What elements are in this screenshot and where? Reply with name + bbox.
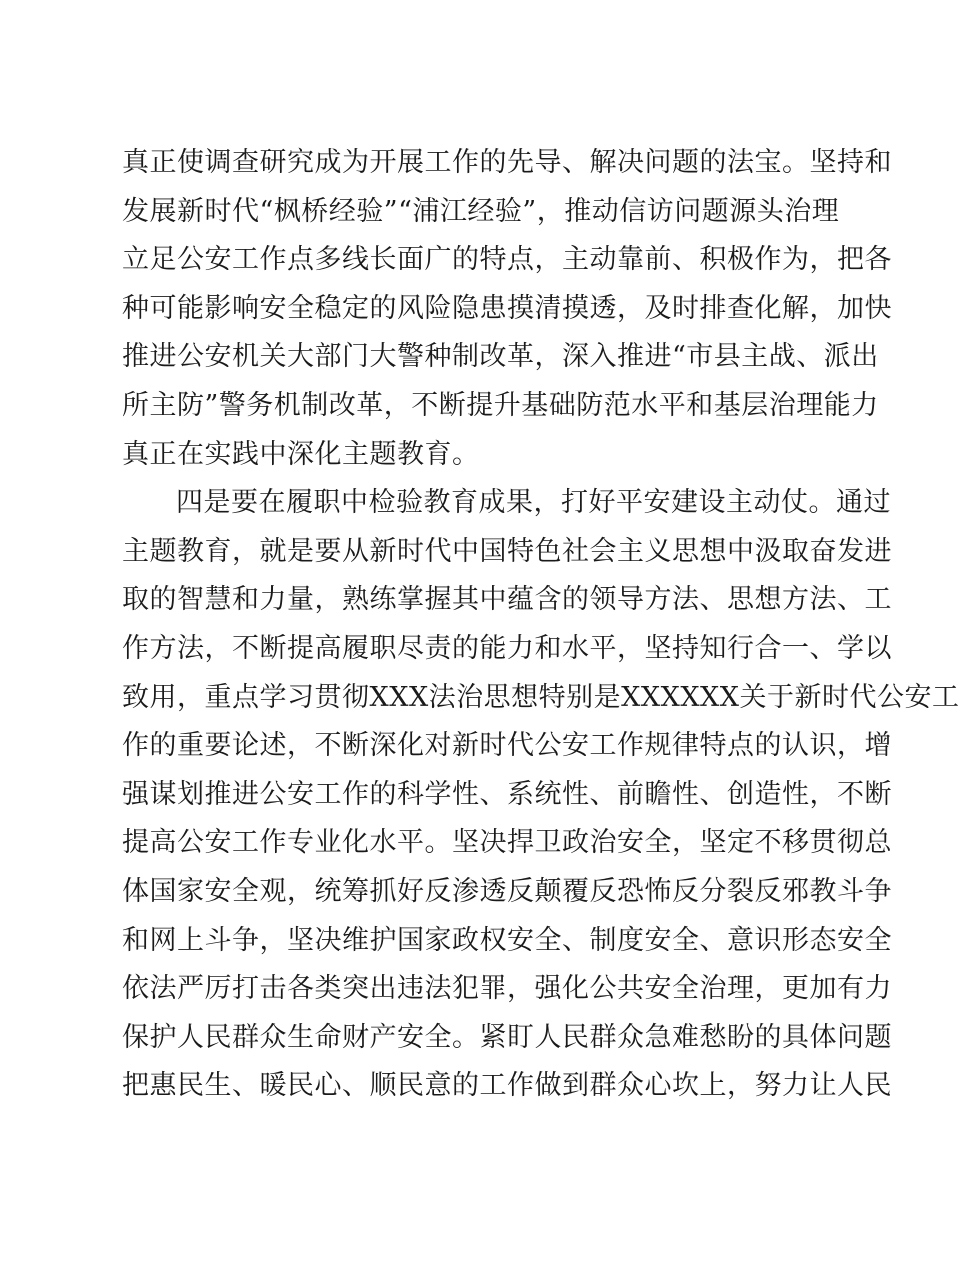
text-line: 立足公安工作点多线长面广的特点，主动靠前、积极作为，把各 (122, 244, 892, 276)
text-line: 主题教育，就是要从新时代中国特色社会主义思想中汲取奋发进 (122, 535, 892, 567)
text-line: 发展新时代“枫桥经验”“浦江经验”，推动信访问题源头治理 (122, 195, 840, 227)
text-line: 和网上斗争，坚决维护国家政权安全、制度安全、意识形态安全 (122, 924, 892, 956)
text-line: 真正在实践中深化主题教育。 (122, 438, 480, 470)
text-line: 真正使调查研究成为开展工作的先导、解决问题的法宝。坚持和 (122, 147, 892, 178)
body-text (122, 139, 960, 1111)
text-line: 作方法，不断提高履职尽责的能力和水平，坚持知行合一、学以 (122, 632, 892, 664)
text-line: 依法严厉打击各类突出违法犯罪，强化公共安全治理，更加有力 (122, 973, 892, 1005)
text-line: 提高公安工作专业化水平。坚决捍卫政治安全，坚定不移贯彻总 (122, 827, 892, 859)
text-line: 推进公安机关大部门大警种制改革，深入推进“市县主战、派出 (122, 341, 879, 373)
text-line: 体国家安全观，统筹抓好反渗透反颠覆反恐怖反分裂反邪教斗争 (122, 875, 892, 907)
text-line: 所主防”警务机制改革，不断提升基础防范水平和基层治理能力 (122, 389, 879, 421)
text-line: 保护人民群众生命财产安全。紧盯人民群众急难愁盼的具体问题 (122, 1021, 892, 1053)
text-line: 种可能影响安全稳定的风险隐患摸清摸透，及时排查化解，加快 (122, 292, 892, 324)
paragraph-start-line: 四是要在履职中检验教育成果，打好平安建设主动仗。通过 (176, 487, 891, 519)
text-line: 把惠民生、暖民心、顺民意的工作做到群众心坎上，努力让人民 (122, 1070, 892, 1102)
text-line: 作的重要论述，不断深化对新时代公安工作规律特点的认识，增 (122, 730, 892, 762)
text-line: 致用，重点学习贯彻XXX法治思想特别是XXXXXX关于新时代公安工 (122, 681, 960, 713)
text-line: 取的智慧和力量，熟练掌握其中蕴含的领导方法、思想方法、工 (122, 584, 892, 616)
text-line: 强谋划推进公安工作的科学性、系统性、前瞻性、创造性，不断 (122, 778, 892, 810)
